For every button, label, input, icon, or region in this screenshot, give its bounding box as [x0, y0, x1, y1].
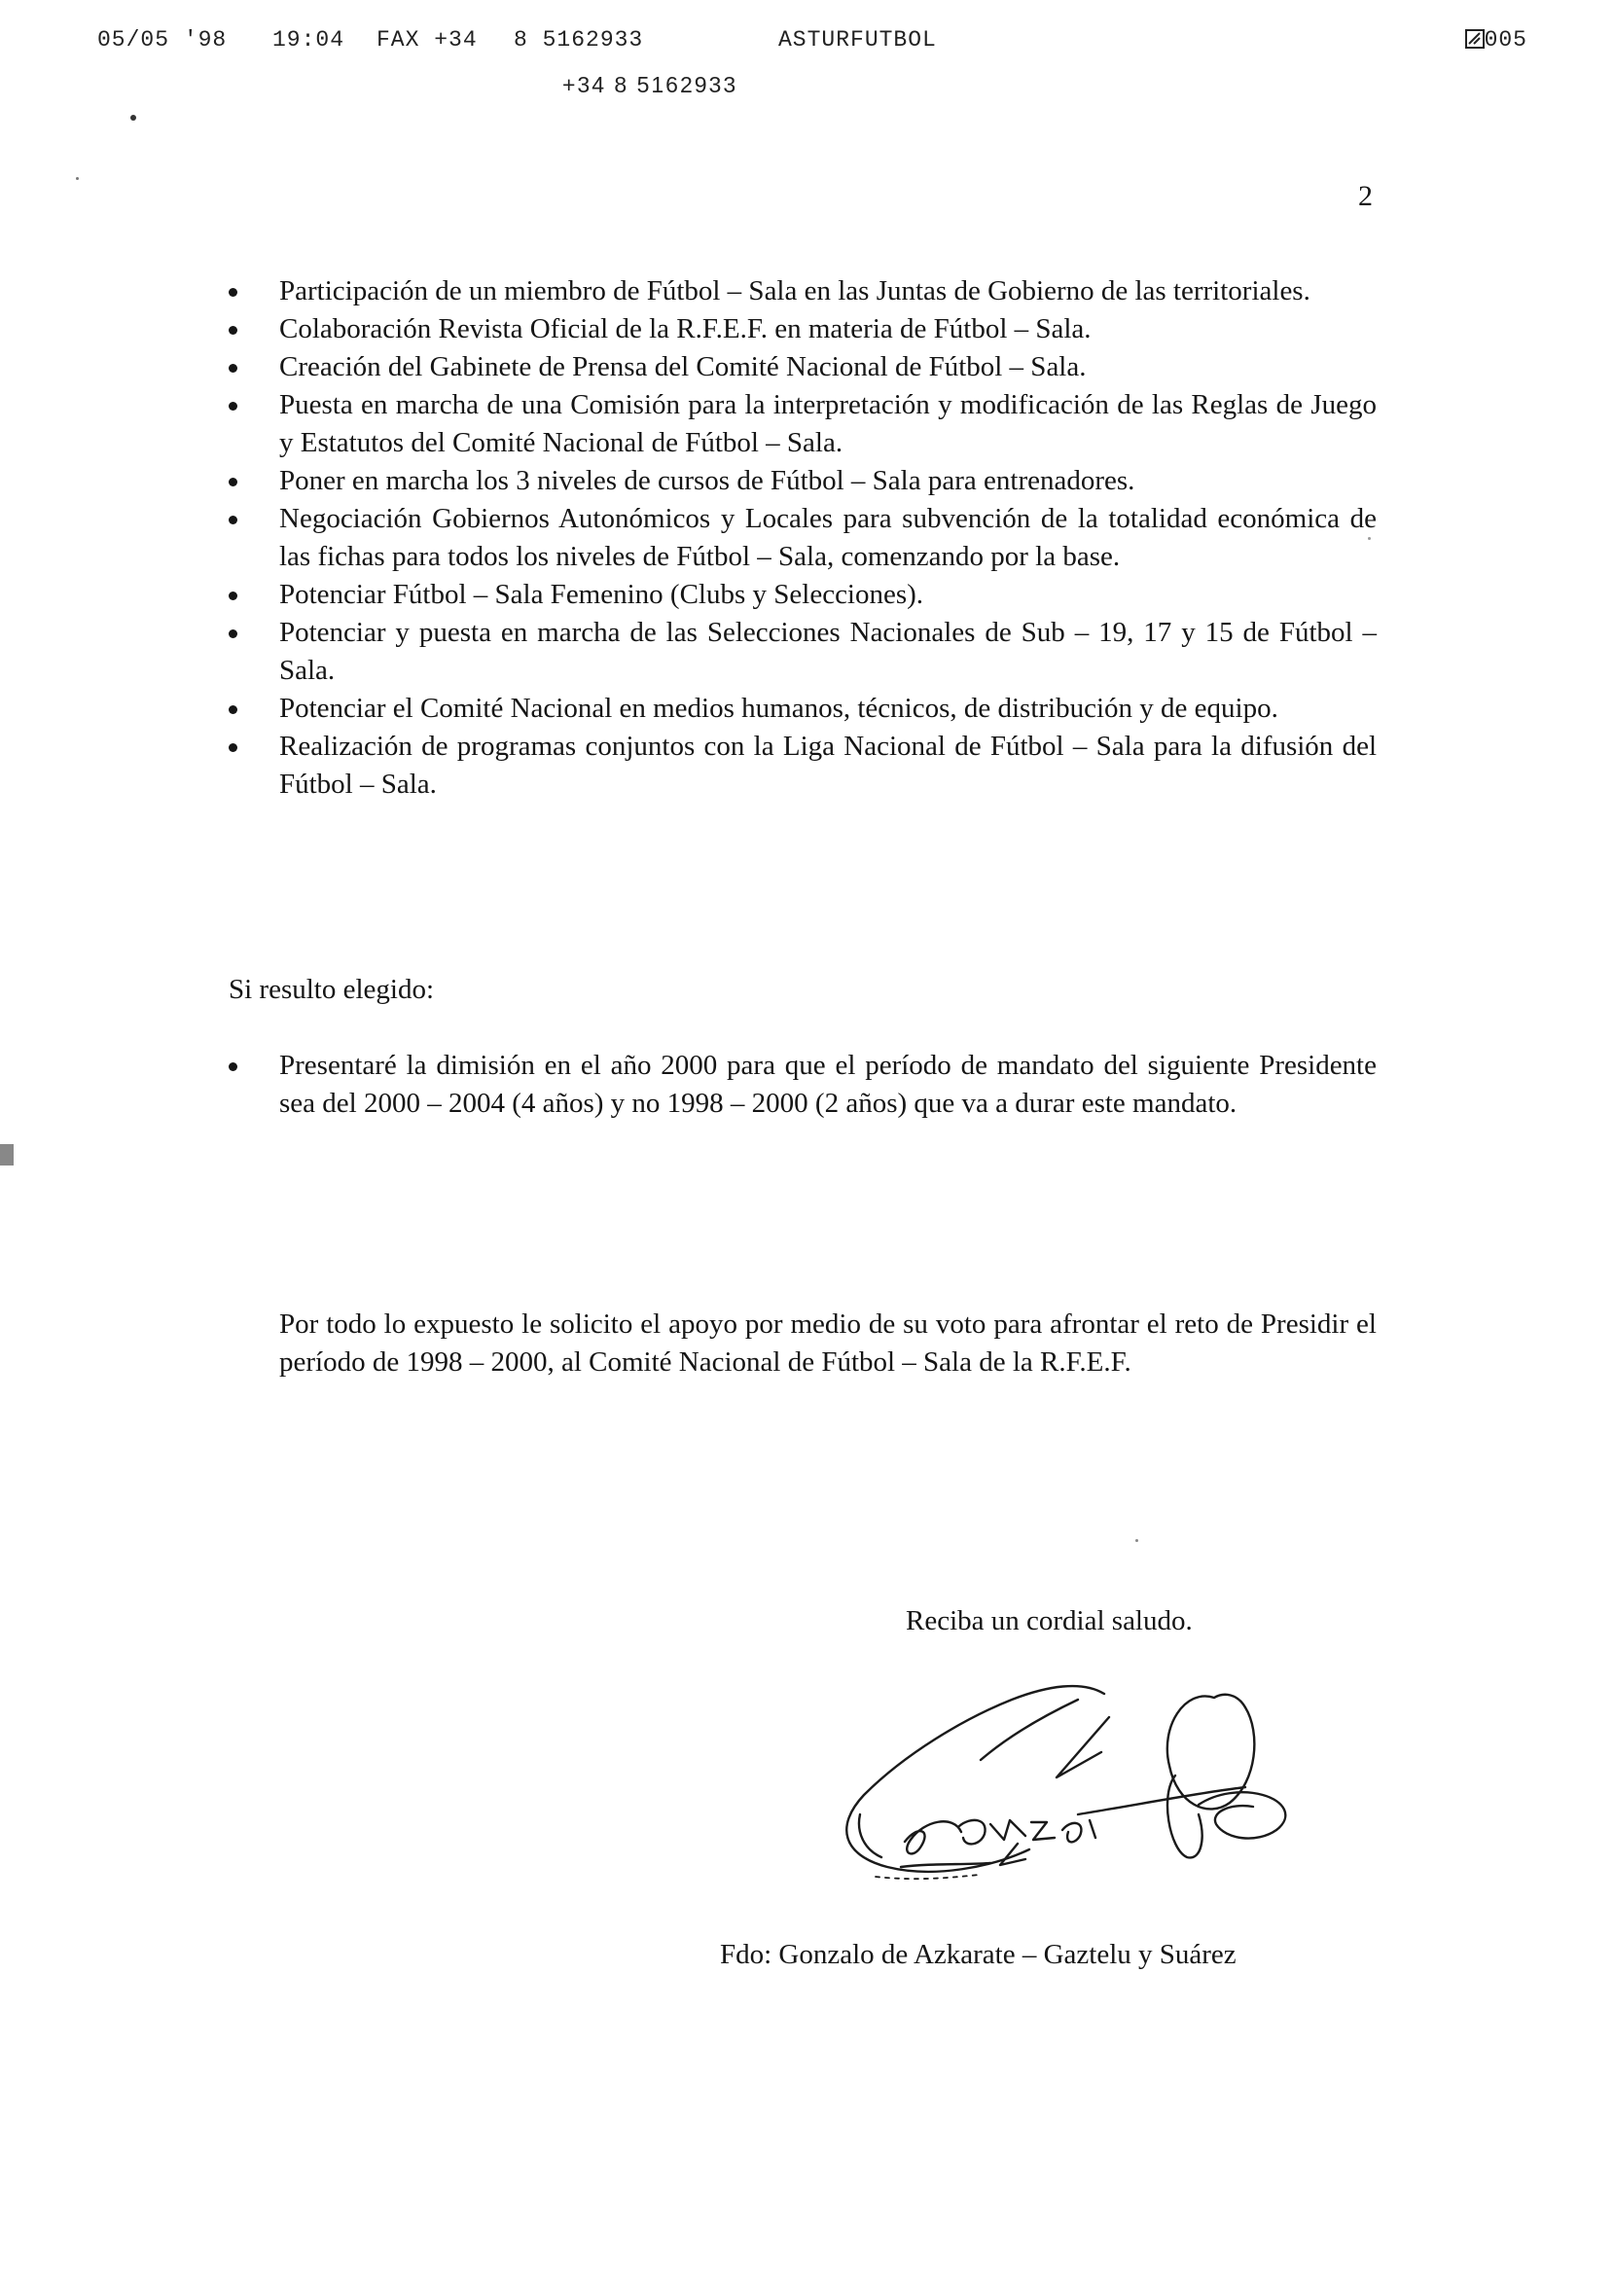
proposal-list [229, 272, 1377, 804]
list-item-text: Potenciar el Comité Nacional en medios humanos, técnicos, de distribución y de equipo. [279, 693, 1278, 724]
scan-speck [130, 115, 136, 121]
fax-number: 8 5162933 [514, 27, 644, 53]
list-item [229, 348, 1377, 386]
list-item [229, 500, 1377, 576]
list-item [229, 576, 1377, 614]
closing-paragraph: Por todo lo expuesto le solicito el apoyo por medio de su voto para afrontar el reto de Presidir el período de 1998 – 2000, al Comité Nacional de Fútbol – Sala de la R.F.E.F. [279, 1309, 1377, 1378]
fax-second-line: +34 8 5162933 [562, 72, 738, 97]
bullet-icon [229, 629, 237, 638]
scan-speck [1135, 1539, 1138, 1542]
bullet-icon [229, 705, 237, 714]
fax-page-number: 005 [1484, 27, 1527, 53]
list-item-text: Potenciar Fútbol – Sala Femenino (Clubs y Selecciones). [279, 579, 924, 610]
fax-time: 19:04 [272, 27, 345, 53]
bullet-icon [229, 478, 237, 486]
bullet-icon [229, 364, 237, 373]
page-number: 2 [1358, 180, 1373, 212]
list-item [229, 690, 1377, 728]
bullet-icon [229, 592, 237, 600]
list-item [229, 462, 1377, 500]
list-item-text: Colaboración Revista Oficial de la R.F.E.F. en materia de Fútbol – Sala. [279, 313, 1092, 344]
bullet-icon [229, 743, 237, 752]
fax-sender: ASTURFUTBOL [778, 27, 937, 53]
list-item [229, 272, 1377, 310]
list-item [229, 614, 1377, 690]
bullet-icon [229, 516, 237, 524]
fax-page-counter [1465, 27, 1527, 53]
list-item-text: Potenciar y puesta en marcha de las Selecciones Nacionales de Sub – 19, 17 y 15 de Fútbol – Sala. [279, 617, 1377, 686]
fax-label: FAX +34 [377, 27, 478, 53]
fax-date: 05/05 '98 [97, 27, 228, 53]
fax-page-icon [1465, 29, 1485, 49]
bullet-icon [229, 402, 237, 411]
commitment-list [229, 1047, 1377, 1123]
bullet-icon [229, 1062, 237, 1071]
list-item-text: Poner en marcha los 3 niveles de cursos de Fútbol – Sala para entrenadores. [279, 465, 1135, 496]
list-item-text: Negociación Gobiernos Autonómicos y Locales para subvención de la totalidad económica de las fichas para todos los niveles de Fútbol – Sala, comenzando por la base. [279, 503, 1377, 572]
list-item-text: Participación de un miembro de Fútbol – Sala en las Juntas de Gobierno de las territoriales. [279, 275, 1310, 306]
list-item-text: Presentaré la dimisión en el año 2000 para que el período de mandato del siguiente Presidente sea del 2000 – 2004 (4 años) y no 1998 – 2000 (2 años) que va a durar este mandato. [279, 1050, 1377, 1119]
bullet-icon [229, 326, 237, 335]
list-item [229, 310, 1377, 348]
list-item [229, 728, 1377, 804]
elected-heading: Si resulto elegido: [229, 974, 435, 1005]
list-item-text: Realización de programas conjuntos con la Liga Nacional de Fútbol – Sala para la difusión del Fútbol – Sala. [279, 731, 1377, 800]
list-item-text: Creación del Gabinete de Prensa del Comité Nacional de Fútbol – Sala. [279, 351, 1087, 382]
scan-speck [76, 177, 79, 180]
greeting: Reciba un cordial saludo. [906, 1605, 1193, 1636]
bullet-icon [229, 288, 237, 297]
list-item [229, 1047, 1377, 1123]
signed-by: Fdo: Gonzalo de Azkarate – Gaztelu y Suárez [720, 1939, 1237, 1970]
scan-edge-mark [0, 1144, 14, 1166]
signature [817, 1659, 1323, 1902]
list-item-text: Puesta en marcha de una Comisión para la interpretación y modificación de las Reglas de Juego y Estatutos del Comité Nacional de Fútbol – Sala. [279, 389, 1377, 458]
list-item [229, 386, 1377, 462]
fax-header [97, 27, 1527, 60]
